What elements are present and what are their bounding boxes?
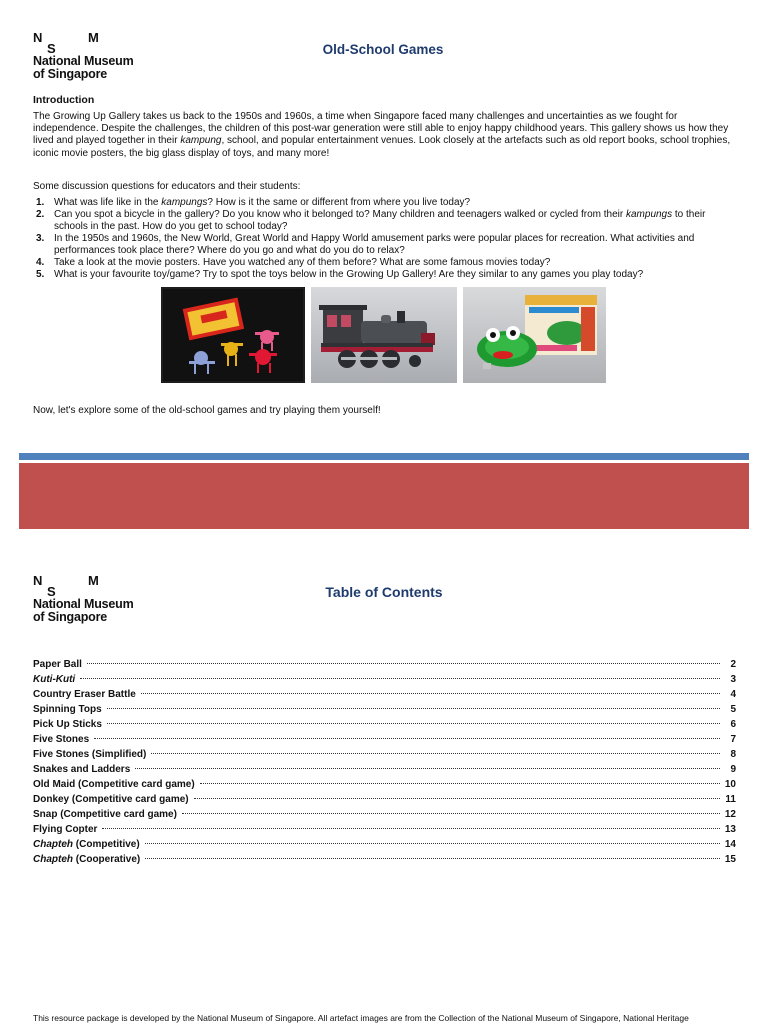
- list-item: 2. Can you spot a bicycle in the gallery? Do you know who it belonged to? Many children and teenagers walked or cycled from their kampungs to their schools in the past. How do you get to school today?: [36, 209, 706, 232]
- list-item: 1. What was life like in the kampungs? How is it the same or different from where you live today?: [36, 197, 471, 208]
- logo-letter-m: M: [88, 573, 99, 588]
- discussion-lead: Some discussion questions for educators and their students:: [33, 181, 301, 192]
- intro-paragraph: The Growing Up Gallery takes us back to the 1950s and 1960s, a time when Singapore faced many challenges and uncertainties as we fought for independence. Despite the challenges, the children of this post-war generation were still able to enjoy happy childhood years. This gallery shows us how they lived and played together in their kampung, school, and popular entertainment venues. Look closely at the artefacts such as old report books, school trophies, iconic movie posters, the big glass display of toys, and many more!: [33, 111, 731, 159]
- toc-entry[interactable]: Chapteh (Cooperative) 15: [33, 854, 736, 865]
- blue-divider-band: [19, 453, 749, 460]
- table-of-contents: [33, 659, 736, 869]
- explore-text: Now, let's explore some of the old-school games and try playing them yourself!: [33, 405, 381, 416]
- logo-line-1: National Museum: [33, 54, 134, 68]
- toc-entry[interactable]: Paper Ball 2: [33, 659, 736, 670]
- toc-entry[interactable]: Old Maid (Competitive card game) 10: [33, 779, 736, 790]
- logo-letter-m: M: [88, 30, 99, 45]
- wind-up-frog-photo: [463, 287, 606, 383]
- logo-line-2: of Singapore: [33, 610, 107, 624]
- kuti-kuti-toys-image: [161, 287, 305, 383]
- museum-logo-2: [33, 573, 153, 625]
- toc-entry[interactable]: Five Stones (Simplified) 8: [33, 749, 736, 760]
- list-item: 4. Take a look at the movie posters. Have you watched any of them before? What are some famous movies today?: [36, 257, 551, 268]
- intro-heading: Introduction: [33, 94, 95, 106]
- toc-entry[interactable]: Spinning Tops 5: [33, 704, 736, 715]
- logo-line-2: of Singapore: [33, 67, 107, 81]
- toc-entry[interactable]: Snap (Competitive card game) 12: [33, 809, 736, 820]
- toc-entry[interactable]: Kuti-Kuti 3: [33, 674, 736, 685]
- toc-entry[interactable]: Donkey (Competitive card game) 11: [33, 794, 736, 805]
- red-divider-band: [19, 463, 749, 529]
- toc-entry[interactable]: Snakes and Ladders 9: [33, 764, 736, 775]
- logo-letter-s: S: [47, 584, 56, 599]
- toy-train-photo: [311, 287, 457, 383]
- page-title: Old-School Games: [322, 42, 444, 57]
- toc-entry[interactable]: Country Eraser Battle 4: [33, 689, 736, 700]
- toc-title: Table of Contents: [325, 584, 443, 600]
- kuti-kuti-toys-photo: [161, 287, 305, 383]
- toc-entry[interactable]: Five Stones 7: [33, 734, 736, 745]
- logo-letter-n: N: [33, 30, 43, 45]
- logo-letter-n: N: [33, 573, 43, 588]
- list-item: 3. In the 1950s and 1960s, the New World, Great World and Happy World amusement parks were popular places for recreation. What activities and performances took place there? Where do you go and what do you do to relax?: [36, 233, 695, 256]
- logo-line-1: National Museum: [33, 597, 134, 611]
- toy-train-image: [311, 287, 457, 383]
- wind-up-frog-image: [463, 287, 606, 383]
- footer-note: This resource package is developed by the National Museum of Singapore. All artefact images are from the Collection of the National Museum of Singapore, National Heritage: [33, 1013, 689, 1023]
- logo-letter-s: S: [47, 41, 56, 56]
- museum-logo: [33, 30, 153, 82]
- list-item: 5. What is your favourite toy/game? Try to spot the toys below in the Growing Up Gallery! Are they similar to any games you play today?: [36, 269, 644, 280]
- toc-entry[interactable]: Chapteh (Competitive) 14: [33, 839, 736, 850]
- toc-entry[interactable]: Pick Up Sticks 6: [33, 719, 736, 730]
- toc-entry[interactable]: Flying Copter 13: [33, 824, 736, 835]
- discussion-questions: [33, 197, 738, 281]
